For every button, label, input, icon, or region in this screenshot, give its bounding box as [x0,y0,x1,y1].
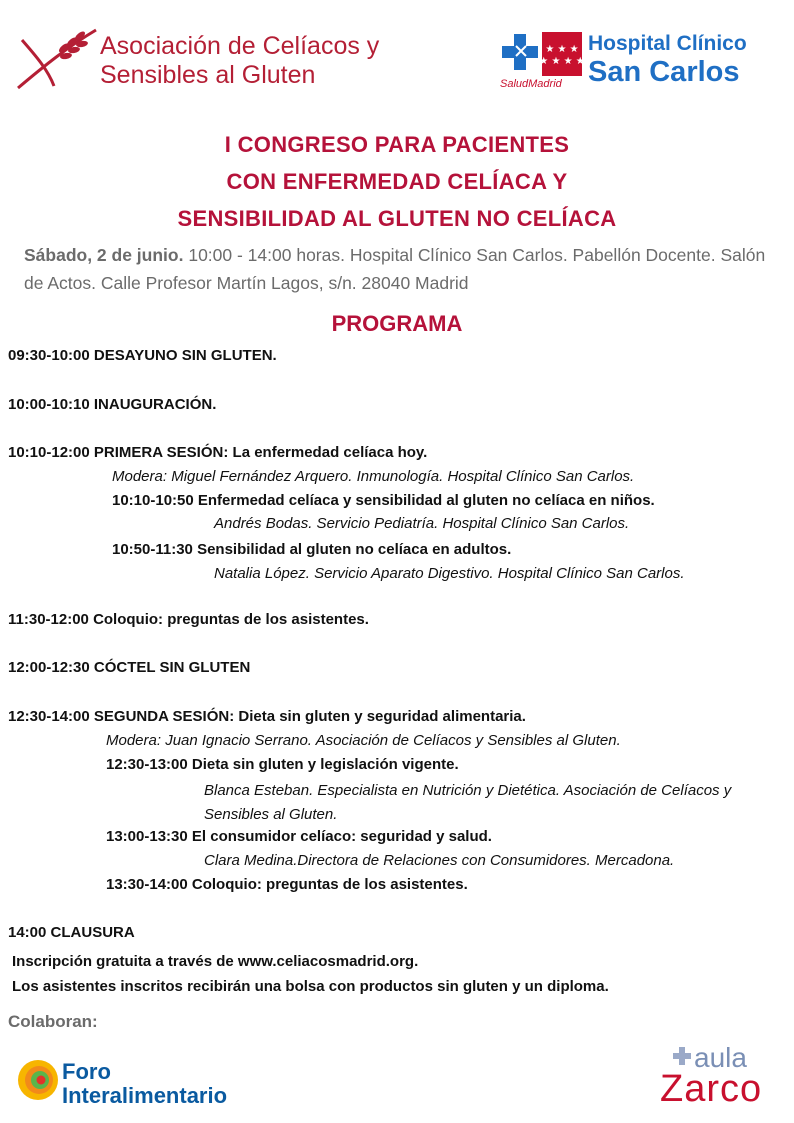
talk-children-speaker: Andrés Bodas. Servicio Pediatría. Hospital Clínico San Carlos. [214,515,630,532]
registration-info: Inscripción gratuita a través de www.celiacosmadrid.org. [12,953,419,970]
wheat-logo-icon [14,26,100,92]
madrid-flag-icon [539,32,585,76]
talk-consumer: 13:00-13:30 El consumidor celíaco: seguridad y salud. [106,828,492,845]
hospital-name [588,32,747,88]
talk-consumer-speaker: Clara Medina.Directora de Relaciones con Consumidores. Mercadona. [204,852,675,869]
svg-text:★ ★ ★: ★ ★ ★ [545,44,579,55]
association-line-1: Asociación de Celíacos y [100,32,380,60]
talk-children: 10:10-10:50 Enfermedad celíaca y sensibilidad al gluten no celíaca en niños. [112,492,655,509]
hospital-cross-icon [500,32,540,76]
title-line-3: SENSIBILIDAD AL GLUTEN NO CELÍACA [177,206,617,231]
agenda-item-cocktail: 12:00-12:30 CÓCTEL SIN GLUTEN [8,659,251,676]
aula-zarco-top: aula [694,1042,747,1073]
talk-legislation: 12:30-13:00 Dieta sin gluten y legislación vigente. [106,756,459,773]
session-2-title: Dieta sin gluten y seguridad alimentaria. [234,708,526,725]
talk-adults: 10:50-11:30 Sensibilidad al gluten no celíaca en adultos. [112,541,512,558]
event-location: 10:00 - 14:00 horas. Hospital Clínico San Carlos. Pabellón Docente. Salón de Actos. Calle Profesor Martín Lagos, s/n. 28040 Madrid [24,245,766,293]
aula-zarco-bottom: Zarco [660,1068,763,1110]
agenda-item-qa-1: 11:30-12:00 Coloquio: preguntas de los asistentes. [8,611,369,628]
title-line-1: I CONGRESO PARA PACIENTES [224,132,570,157]
programa-heading: PROGRAMA [331,311,463,336]
foro-logo-text [62,1060,227,1108]
session-1-title: La enfermedad celíaca hoy. [228,444,428,461]
event-details [24,241,774,297]
hospital-line-2: San Carlos [588,56,740,88]
agenda-item-closing: 14:00 CLAUSURA [8,924,135,941]
foro-line-2: Interalimentario [62,1083,228,1108]
attendee-gift-info: Los asistentes inscritos recibirán una bolsa con productos sin gluten y un diploma. [12,978,609,995]
collaborators-label: Colaboran: [8,1012,98,1031]
agenda-item-session-1 [8,443,427,463]
salud-madrid-label: SaludMadrid [500,78,562,90]
foro-spiral-logo-icon [16,1058,60,1102]
title-line-2: CON ENFERMEDAD CELÍACA Y [226,169,568,194]
event-date: Sábado, 2 de junio. [24,245,184,265]
session-2-moderator: Modera: Juan Ignacio Serrano. Asociación de Celíacos y Sensibles al Gluten. [106,732,621,749]
aula-zarco-cross-icon [672,1046,692,1066]
association-line-2: Sensibles al Gluten [100,61,316,89]
svg-text:★ ★ ★ ★: ★ ★ ★ ★ [539,56,585,67]
talk-adults-speaker: Natalia López. Servicio Aparato Digestivo. Hospital Clínico San Carlos. [214,565,685,582]
session-2-time: 12:30-14:00 SEGUNDA SESIÓN: [8,708,235,725]
hospital-line-1: Hospital Clínico [588,32,747,55]
agenda-item-session-2 [8,707,526,727]
session-1-moderator: Modera: Miguel Fernández Arquero. Inmunología. Hospital Clínico San Carlos. [112,468,635,485]
session-1-time: 10:10-12:00 PRIMERA SESIÓN: [8,444,229,461]
agenda-item-opening: 10:00-10:10 INAUGURACIÓN. [8,396,217,413]
agenda-item-breakfast: 09:30-10:00 DESAYUNO SIN GLUTEN. [8,347,277,364]
association-name [100,32,379,90]
foro-line-1: Foro [62,1059,111,1084]
talk-legislation-speaker: Blanca Esteban. Especialista en Nutrición y Dietética. Asociación de Celíacos y Sensibles al Gluten. [204,782,732,823]
agenda-item-qa-2: 13:30-14:00 Coloquio: preguntas de los asistentes. [106,876,468,893]
